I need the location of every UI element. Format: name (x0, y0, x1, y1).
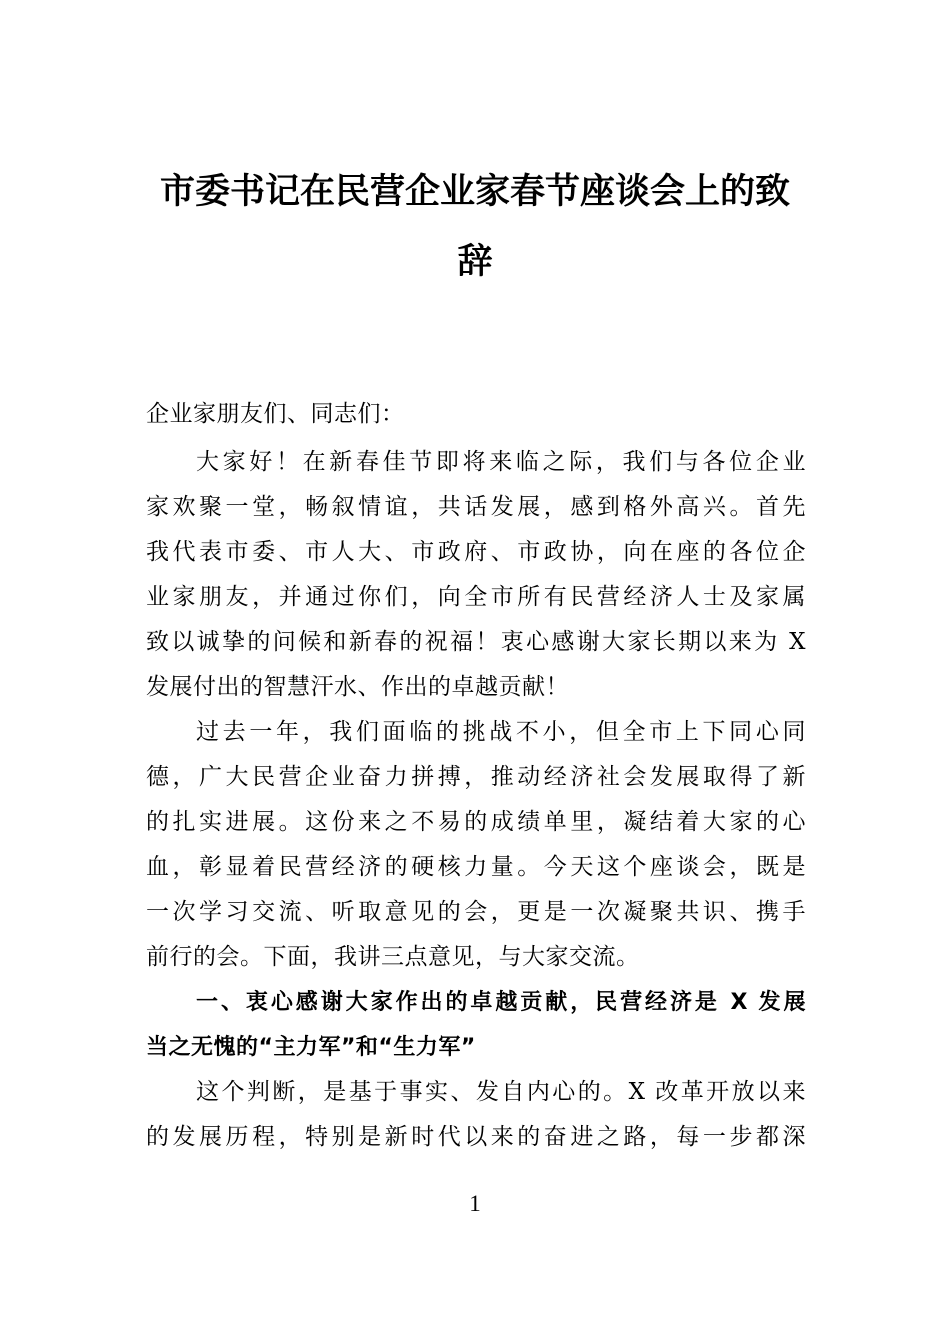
paragraph-1-line-2: 家欢聚一堂，畅叙情谊，共话发展，感到格外高兴。首先 (146, 494, 806, 520)
paragraph-2-line-4: 血，彰显着民营经济的硬核力量。今天这个座谈会，既是 (146, 854, 806, 880)
paragraph-1-line-3: 我代表市委、市人大、市政府、市政协，向在座的各位企 (146, 539, 806, 565)
paragraph-2-line-3: 的扎实进展。这份来之不易的成绩单里，凝结着大家的心 (146, 809, 806, 835)
page-number: 1 (469, 1191, 481, 1216)
section-heading-1-line-2: 当之无愧的“主力军”和“生力军” (146, 1035, 476, 1060)
paragraph-3-line-1: 这个判断，是基于事实、发自内心的。X 改革开放以来 (196, 1079, 806, 1105)
paragraph-2-line-1: 过去一年，我们面临的挑战不小，但全市上下同心同 (196, 719, 806, 745)
paragraph-2-line-5: 一次学习交流、听取意见的会，更是一次凝聚共识、携手 (146, 899, 806, 925)
paragraph-2-line-6: 前行的会。下面，我讲三点意见，与大家交流。 (146, 944, 640, 970)
document-title-line-1: 市委书记在民营企业家春节座谈会上的致 (159, 171, 790, 212)
document-title-line-2: 辞 (457, 241, 493, 282)
paragraph-1-line-6: 发展付出的智慧汗水、作出的卓越贡献！ (146, 674, 569, 700)
section-heading-1-line-1: 一、衷心感谢大家作出的卓越贡献，民营经济是 X 发展 (196, 990, 806, 1015)
salutation: 企业家朋友们、同志们： (146, 401, 405, 427)
paragraph-3-line-2: 的发展历程，特别是新时代以来的奋进之路，每一步都深 (146, 1124, 806, 1150)
paragraph-1-line-5: 致以诚挚的问候和新春的祝福！衷心感谢大家长期以来为 X (146, 629, 806, 655)
paragraph-1-line-1: 大家好！在新春佳节即将来临之际，我们与各位企业 (196, 449, 806, 475)
paragraph-2-line-2: 德，广大民营企业奋力拼搏，推动经济社会发展取得了新 (146, 764, 806, 790)
paragraph-1-line-4: 业家朋友，并通过你们，向全市所有民营经济人士及家属 (146, 584, 806, 610)
